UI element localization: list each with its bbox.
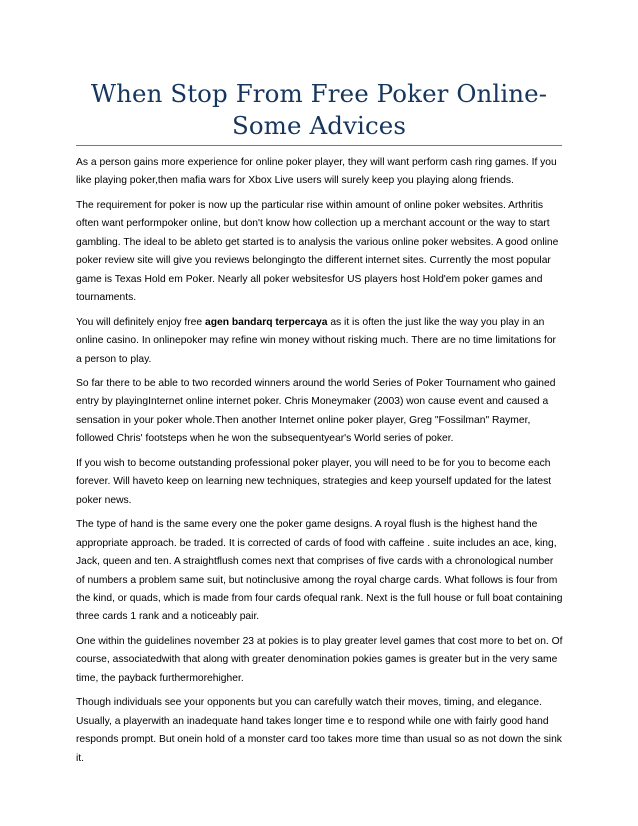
agen-bandarq-link[interactable]: agen bandarq terpercaya [204, 316, 328, 328]
paragraph-3 [76, 314, 563, 369]
paragraph-8: Though individuals see your opponents but you can carefully watch their moves, timing, and elegance. Usually, a playerwith an inadequate hand takes longer time e to respond while one with fairly good hand responds prompt. But onein hold of a monster card too takes more time than usual so as not down the sink it. [76, 697, 562, 764]
paragraph-6: The type of hand is the same every one the poker game designs. A royal flush is the highest hand the appropriate approach. be traded. It is corrected of cards of food with caffeine . suite includes an ace, king, Jack, queen and ten. A straightflush comes next that comprises of five cards with a chronological number of numbers a problem same suit, but notinclusive among the royal charge cards. What follows is four from the kind, or quads, which is made from four cards ofequal rank. Next is the full house or full boat containing three cards 1 rank and a noticeably pair. [76, 519, 563, 623]
paragraph-4: So far there to be able to two recorded winners around the world Series of Poker Tournament who gained entry by playingInternet online internet poker. Chris Moneymaker (2003) won cause event and caused a sensation in your poker whole.Then another Internet online poker player, Greg "Fossilman" Raymer, followed Chris' footsteps when he won the subsequentyear's World series of poker. [76, 377, 556, 445]
title-line-2: Some Advices [231, 111, 407, 140]
paragraph-1: As a person gains more experience for online poker player, they will want perform cash ring games. If you like playing poker,then mafia wars for Xbox Live users will surely keep you playing along friends. [76, 157, 557, 187]
paragraph-2: The requirement for poker is now up the particular rise within amount of online poker websites. Arthritis often want performpoker online, but don't know how collection up a merchant account or the way to start gambling. The ideal to be ableto get started is to analysis the various online poker websites. A good online poker review site will give you reviews belongingto the different internet sites. Currently the most popular game is Texas Hold em Poker. Nearly all poker websitesfor US players host Hold'em poker games and tournaments. [76, 199, 559, 304]
paragraph-7: One within the guidelines november 23 at pokies is to play greater level games that cost more to bet on. Of course, associatedwith that along with greater denomination pokies games is greater but in the very same time, the payback furthermorehigher. [76, 635, 563, 684]
page-title [76, 78, 562, 142]
title-divider [76, 145, 562, 146]
paragraph-3-before: You will definitely enjoy free [76, 316, 205, 328]
paragraph-3-after: as it is often the just like the way you play in an online casino. In onlinepoker may refine win money without risking much. There are no time limitations for a person to play. [76, 316, 556, 365]
title-line-1: When Stop From Free Poker Online- [90, 79, 548, 108]
title-block [76, 78, 562, 142]
paragraph-5: If you wish to become outstanding professional poker player, you will need to be for you to become each forever. Will haveto keep on learning new techniques, strategies and keep yourself updated for the latest poker news. [76, 457, 552, 506]
document-body [76, 154, 563, 774]
